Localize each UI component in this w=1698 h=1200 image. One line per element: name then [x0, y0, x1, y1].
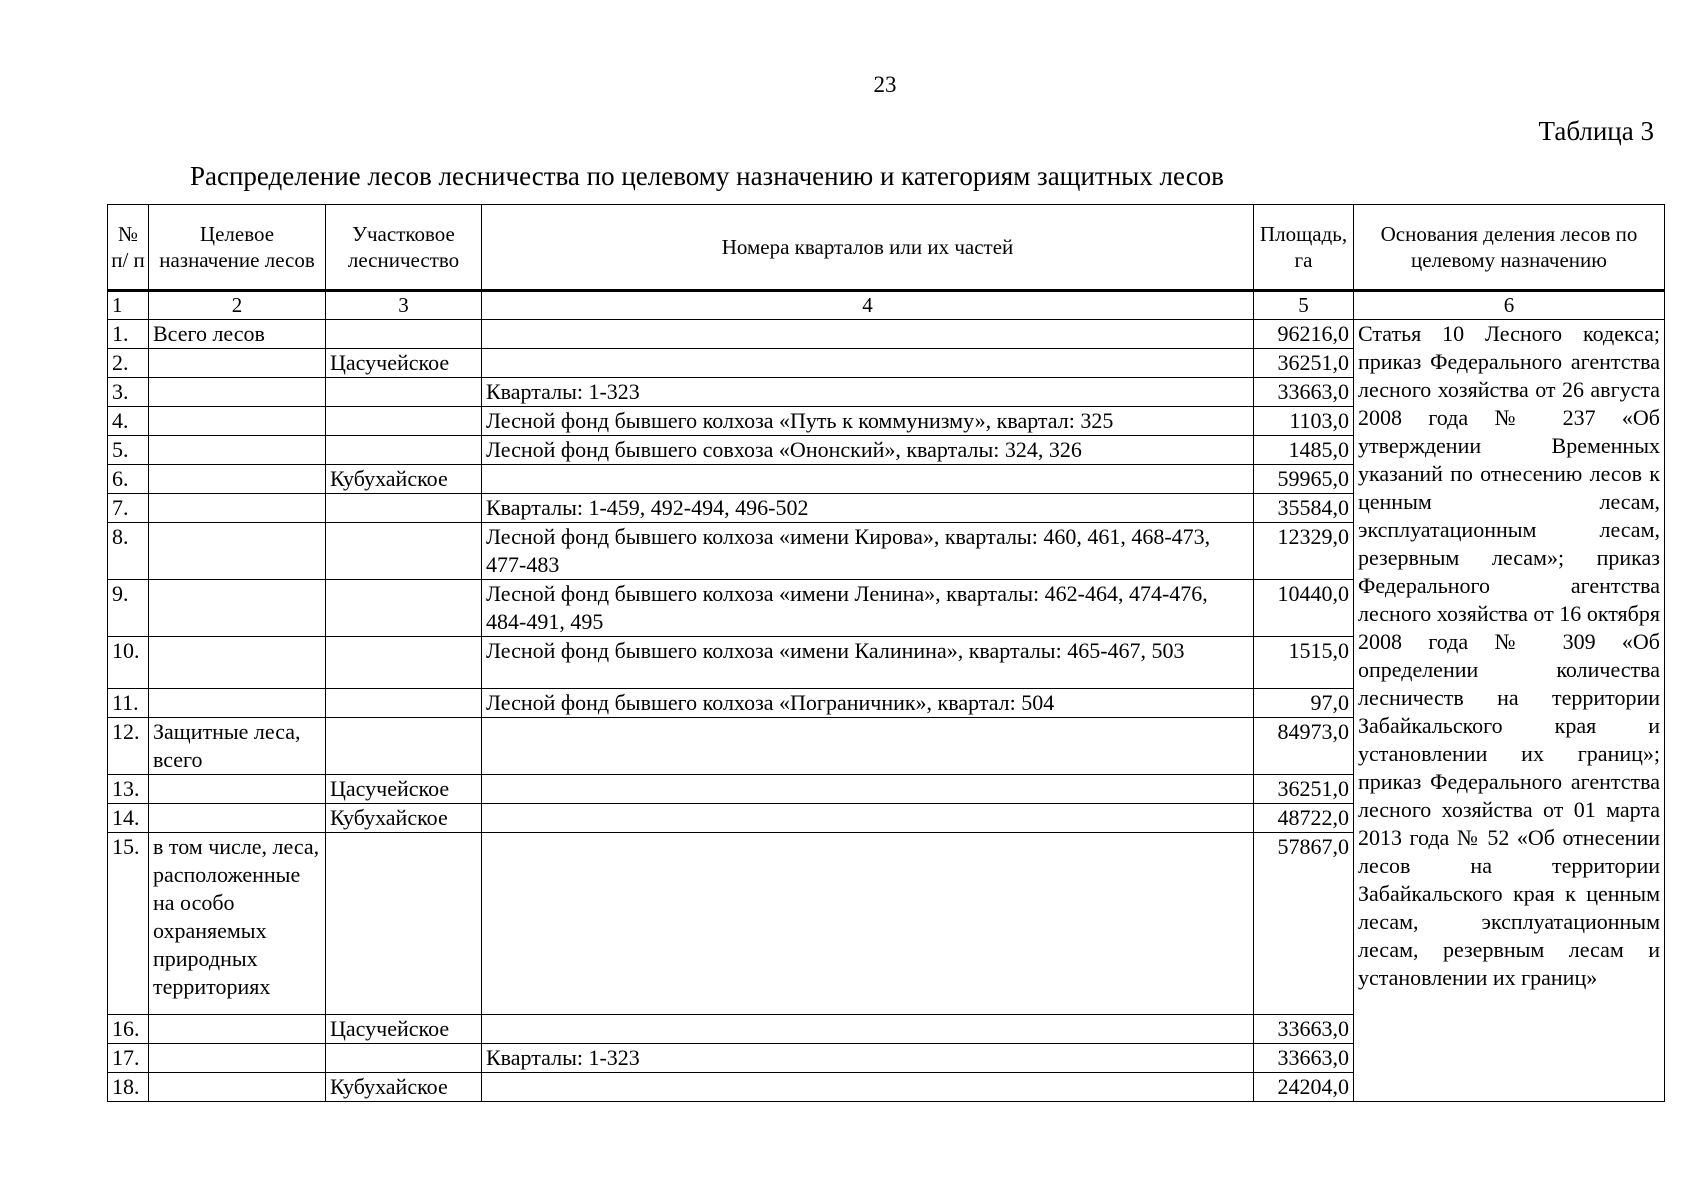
- row-purpose: [149, 775, 326, 804]
- row-quarters: [482, 804, 1254, 833]
- row-district: [326, 1044, 482, 1073]
- row-purpose: Всего лесов: [149, 320, 326, 349]
- row-number: 3.: [108, 378, 149, 407]
- row-purpose: [149, 1044, 326, 1073]
- row-quarters: Лесной фонд бывшего совхоза «Ононский», кварталы: 324, 326: [482, 436, 1254, 465]
- row-district: [326, 436, 482, 465]
- row-purpose: [149, 378, 326, 407]
- row-purpose: [149, 523, 326, 580]
- row-basis: Статья 10 Лесного кодекса; приказ Федерального агентства лесного хозяйства от 26 августа 2008 года № 237 «Об утверждении Временных указаний по отнесению лесов к ценным лесам, эксплуатационным лесам, резервным лесам»; приказ Федерального агентства лесного хозяйства от 16 октября 2008 года № 309 «Об определении количества лесничеств на территории Забайкальского края и установлении их границ»; приказ Федерального агентства лесного хозяйства от 01 марта 2013 года № 52 «Об отнесении лесов на территории Забайкальского края к ценным лесам, эксплуатационным лесам, резервным лесам и установлении их границ»: [1354, 320, 1665, 1102]
- row-number: 17.: [108, 1044, 149, 1073]
- header-area: Площадь, га: [1254, 205, 1354, 291]
- table-body: [108, 320, 1665, 1102]
- row-purpose: [149, 1015, 326, 1044]
- row-number: 13.: [108, 775, 149, 804]
- row-purpose: [149, 465, 326, 494]
- row-area: 97,0: [1254, 689, 1354, 718]
- row-area: 96216,0: [1254, 320, 1354, 349]
- row-district: [326, 689, 482, 718]
- row-area: 36251,0: [1254, 349, 1354, 378]
- row-quarters: [482, 1073, 1254, 1102]
- row-purpose: Защитные леса, всего: [149, 718, 326, 775]
- row-purpose: [149, 349, 326, 378]
- row-district: Кубухайское: [326, 465, 482, 494]
- row-area: 84973,0: [1254, 718, 1354, 775]
- row-area: 24204,0: [1254, 1073, 1354, 1102]
- header-basis: Основания деления лесов по целевому назначению: [1354, 205, 1665, 291]
- row-area: 35584,0: [1254, 494, 1354, 523]
- row-area: 10440,0: [1254, 580, 1354, 637]
- row-number: 10.: [108, 637, 149, 689]
- row-district: Цасучейское: [326, 1015, 482, 1044]
- row-purpose: [149, 637, 326, 689]
- row-district: [326, 320, 482, 349]
- row-district: [326, 580, 482, 637]
- row-purpose: [149, 494, 326, 523]
- row-area: 48722,0: [1254, 804, 1354, 833]
- column-number: 5: [1254, 291, 1354, 320]
- row-district: [326, 637, 482, 689]
- row-purpose: [149, 407, 326, 436]
- row-district: Кубухайское: [326, 804, 482, 833]
- row-district: [326, 833, 482, 1015]
- row-quarters: [482, 349, 1254, 378]
- row-purpose: [149, 436, 326, 465]
- row-number: 18.: [108, 1073, 149, 1102]
- row-quarters: Лесной фонд бывшего колхоза «имени Ленина», кварталы: 462-464, 474-476, 484-491, 495: [482, 580, 1254, 637]
- column-number: 3: [326, 291, 482, 320]
- table-header-row: [108, 205, 1665, 291]
- column-number: 6: [1354, 291, 1665, 320]
- row-district: [326, 407, 482, 436]
- row-number: 4.: [108, 407, 149, 436]
- row-area: 1515,0: [1254, 637, 1354, 689]
- row-purpose: в том числе, леса, расположенные на особо охраняемых природных территориях: [149, 833, 326, 1015]
- row-district: [326, 718, 482, 775]
- row-quarters: [482, 775, 1254, 804]
- row-purpose: [149, 804, 326, 833]
- document-title: Распределение лесов лесничества по целевому назначению и категориям защитных лесов: [190, 161, 1224, 191]
- row-quarters: Лесной фонд бывшего колхоза «имени Калинина», кварталы: 465-467, 503: [482, 637, 1254, 689]
- table-label: Таблица 3: [1538, 116, 1654, 146]
- header-quarters: Номера кварталов или их частей: [482, 205, 1254, 291]
- column-number: 2: [149, 291, 326, 320]
- row-quarters: [482, 833, 1254, 1015]
- row-area: 57867,0: [1254, 833, 1354, 1015]
- row-quarters: [482, 718, 1254, 775]
- row-area: 12329,0: [1254, 523, 1354, 580]
- row-number: 8.: [108, 523, 149, 580]
- row-number: 2.: [108, 349, 149, 378]
- row-area: 59965,0: [1254, 465, 1354, 494]
- row-number: 6.: [108, 465, 149, 494]
- row-purpose: [149, 580, 326, 637]
- row-quarters: Кварталы: 1-323: [482, 1044, 1254, 1073]
- row-area: 1485,0: [1254, 436, 1354, 465]
- row-purpose: [149, 1073, 326, 1102]
- row-quarters: Лесной фонд бывшего колхоза «Пограничник», квартал: 504: [482, 689, 1254, 718]
- row-quarters: [482, 465, 1254, 494]
- row-number: 16.: [108, 1015, 149, 1044]
- column-number-row: [108, 291, 1665, 320]
- row-district: [326, 494, 482, 523]
- row-quarters: [482, 320, 1254, 349]
- row-number: 7.: [108, 494, 149, 523]
- row-number: 15.: [108, 833, 149, 1015]
- row-area: 1103,0: [1254, 407, 1354, 436]
- row-number: 11.: [108, 689, 149, 718]
- row-area: 33663,0: [1254, 1044, 1354, 1073]
- row-purpose: [149, 689, 326, 718]
- row-quarters: Кварталы: 1-459, 492-494, 496-502: [482, 494, 1254, 523]
- row-number: 5.: [108, 436, 149, 465]
- row-district: [326, 523, 482, 580]
- forest-distribution-table: [107, 204, 1665, 1102]
- column-number: 1: [108, 291, 149, 320]
- row-district: Цасучейское: [326, 349, 482, 378]
- row-number: 14.: [108, 804, 149, 833]
- row-quarters: Лесной фонд бывшего колхоза «Путь к коммунизму», квартал: 325: [482, 407, 1254, 436]
- row-number: 9.: [108, 580, 149, 637]
- column-number: 4: [482, 291, 1254, 320]
- page-number: 23: [873, 72, 897, 97]
- header-purpose: Целевое назначение лесов: [149, 205, 326, 291]
- row-area: 33663,0: [1254, 378, 1354, 407]
- row-district: [326, 378, 482, 407]
- row-quarters: Кварталы: 1-323: [482, 378, 1254, 407]
- row-district: Кубухайское: [326, 1073, 482, 1102]
- header-district: Участковое лесничество: [326, 205, 482, 291]
- row-number: 12.: [108, 718, 149, 775]
- row-number: 1.: [108, 320, 149, 349]
- row-quarters: Лесной фонд бывшего колхоза «имени Кирова», кварталы: 460, 461, 468-473, 477-483: [482, 523, 1254, 580]
- table-row: [108, 320, 1665, 349]
- row-area: 33663,0: [1254, 1015, 1354, 1044]
- row-area: 36251,0: [1254, 775, 1354, 804]
- row-quarters: [482, 1015, 1254, 1044]
- row-district: Цасучейское: [326, 775, 482, 804]
- header-number: № п/ п: [108, 205, 149, 291]
